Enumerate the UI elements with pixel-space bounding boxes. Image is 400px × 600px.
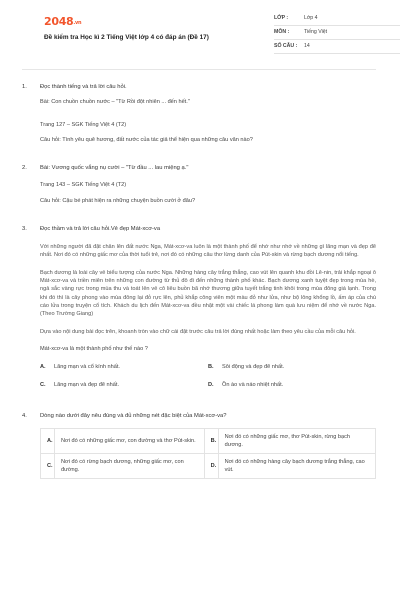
option-text: Ồn ào và náo nhiệt nhất. <box>222 382 284 389</box>
options-row <box>41 454 376 479</box>
option-a-text[interactable]: Nơi đó có những giấc mơ, con đường và thơ Pút-skin. <box>55 428 205 453</box>
passage-source: (Theo Trường Giang) <box>40 311 94 318</box>
option-d-text[interactable]: Nơi đó có những hàng cây bạch dương trắng thẳng, cao vút. <box>218 454 375 479</box>
meta-value: Lớp 4 <box>304 14 318 21</box>
reading-page: Trang 127 – SGK Tiếng Việt 4 (T2) <box>40 121 127 128</box>
site-logo[interactable] <box>44 14 81 30</box>
page-title: Đề kiểm tra Học kì 2 Tiếng Việt lớp 4 có đáp án (Đề 17) <box>44 34 209 41</box>
meta-row-class <box>274 12 400 26</box>
option-b[interactable] <box>208 363 376 371</box>
option-letter: B. <box>204 428 218 453</box>
question-number: 4. <box>22 412 27 419</box>
question-prompt: Đọc thành tiếng và trả lời câu hỏi. <box>40 84 127 90</box>
option-letter: C. <box>41 454 55 479</box>
option-text: Lãng mạn và đẹp đẽ nhất. <box>54 382 120 389</box>
option-text: Lãng mạn và cổ kính nhất. <box>54 364 120 371</box>
question-number: 3. <box>22 226 27 233</box>
meta-row-count <box>274 40 400 54</box>
question-3 <box>22 225 376 389</box>
question-number: 1. <box>22 84 27 90</box>
question-prompt: Dòng nào dưới đây nêu đúng và đủ những nét đặc biệt của Mát-xcơ-va? <box>40 412 227 419</box>
answer-options <box>40 363 376 389</box>
option-text: Sôi động và đẹp đẽ nhất. <box>222 364 285 371</box>
reading-question: Câu hỏi: Cậu bé phát hiện ra những chuyện buồn cười ở đâu? <box>40 198 196 205</box>
meta-key: MÔN : <box>274 28 290 35</box>
option-letter: A. <box>41 428 55 453</box>
reading-title: Bài: Con chuồn chuồn nước – "Từ Rồi đột nhiên ... đến hết." <box>40 99 190 106</box>
option-letter: B. <box>208 364 214 371</box>
instruction-text: Dựa vào nội dung bài đọc trên, khoanh tròn vào chữ cái đặt trước câu trả lời đúng nhất hoặc làm theo yêu cầu của mỗi câu hỏi. <box>40 328 356 335</box>
question-1 <box>22 83 376 144</box>
option-letter: C. <box>40 382 46 389</box>
reading-question: Câu hỏi: Tình yêu quê hương, đất nước của tác giả thể hiện qua những câu văn nào? <box>40 136 253 143</box>
option-b-text[interactable]: Nơi đó có những giấc mơ, thơ Pút-skin, rừng bạch dương. <box>218 428 375 453</box>
question-prompt: Đọc thầm và trả lời câu hỏi.Vẻ đẹp Mát-xcơ-va <box>40 226 161 233</box>
reading-page: Trang 143 – SGK Tiếng Việt 4 (T2) <box>40 182 127 189</box>
passage-text: Bạch dương là loài cây vẻ biểu tượng của nước Nga. Những hàng cây trắng thẳng, cao vút lên quanh khu đồi Lê-nin, trải khắp ngoại ô Mát-xcơ-va và triền miên trên những con đường từ thủ đô đi đến những thành phố khác. Bạch dương xanh tuyệt đẹp trong mùa hè, ngả sắc vàng rực trong mùa thu và toát lên vẻ cô liêu buồn bã nhớ thương giữa tuyết trắng tinh khôi trong mùa đông giá lạnh. Trong khi đó thì là cây phong vào mùa đông lại đỏ rực lên, phủ khắp công viên một màu đỏ như lửa, như bộ lông khổng lồ, ấm áp của chú cáo lửa trong truyện cổ tích. Khách du lịch đến Mát-xcơ-va đều nhặt một vài chiếc lá phong làm quà lưu niệm để nhớ về nước Nga. <box>40 269 376 310</box>
passage-paragraph-1: Với những người đã đặt chân lên đất nước Nga, Mát-xcơ-va luôn là một thành phố để nhớ như nhớ về những gì lãng mạn và đẹp đẽ nhất. Nơi đó có những giấc mơ của thời tuổi trẻ, nơi đó có những câu thơ lừng danh của Pút-skin và rừng bạch dương nổi tiếng. <box>40 243 376 259</box>
meta-row-subject <box>274 26 400 40</box>
meta-table <box>274 12 400 54</box>
option-c[interactable] <box>40 381 208 389</box>
option-a[interactable] <box>40 363 208 371</box>
answer-options-table <box>40 428 376 479</box>
meta-value: Tiếng Việt <box>304 28 328 35</box>
meta-key: SỐ CÂU : <box>274 42 298 49</box>
logo-suffix: .vn <box>73 20 82 26</box>
options-row <box>41 428 376 453</box>
option-letter: D. <box>204 454 218 479</box>
option-c-text[interactable]: Nơi đó có rừng bạch dương, những giấc mơ, con đường. <box>55 454 205 479</box>
logo-text: 2048 <box>44 15 74 28</box>
sub-question: Mát-xcơ-va là một thành phố như thế nào ? <box>40 346 148 353</box>
option-letter: A. <box>40 364 46 371</box>
meta-value: 14 <box>304 42 310 49</box>
question-number: 2. <box>22 164 27 171</box>
page-header <box>22 0 376 70</box>
option-letter: D. <box>208 382 214 389</box>
question-4 <box>22 412 376 480</box>
reading-title: Bài: Vương quốc vắng nụ cười – "Từ đầu ... lau miệng ạ." <box>40 164 189 171</box>
passage-paragraph-2 <box>40 269 376 319</box>
question-2 <box>22 164 376 206</box>
meta-key: LỚP : <box>274 14 289 21</box>
option-d[interactable] <box>208 381 376 389</box>
